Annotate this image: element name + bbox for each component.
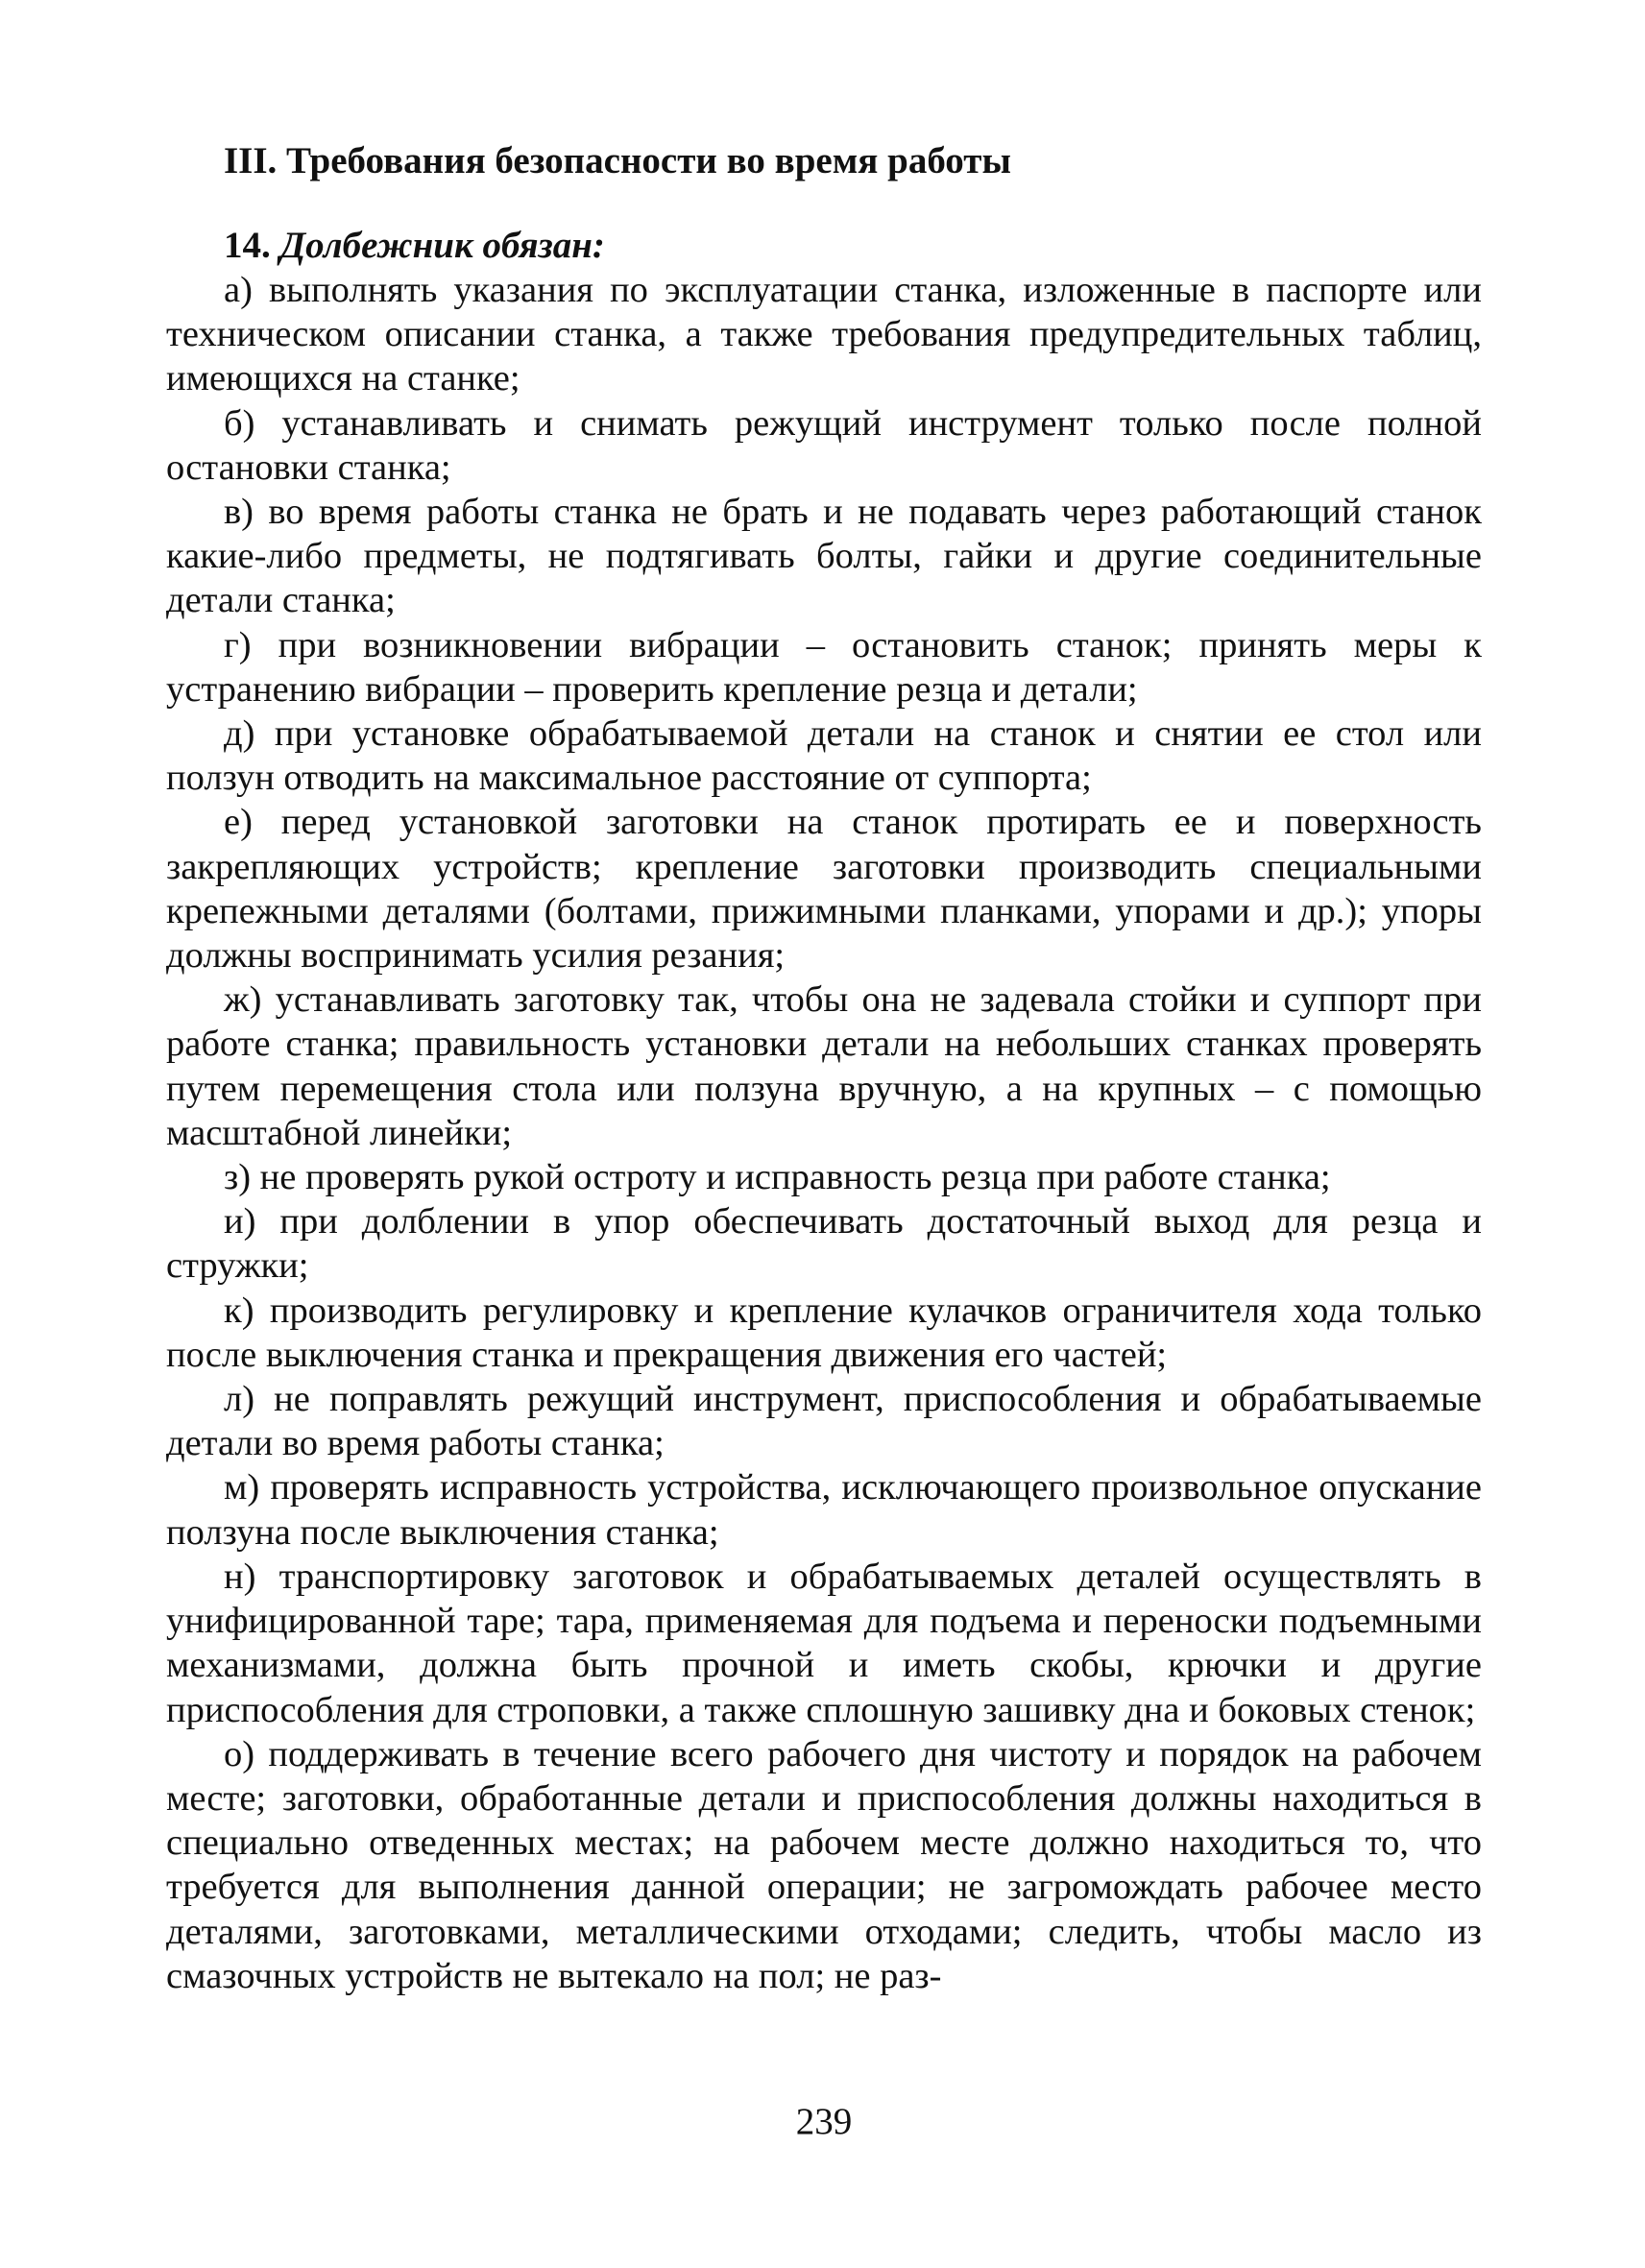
point-lead: Долбежник обязан: bbox=[279, 225, 605, 266]
list-item: б) устанавливать и снимать режущий инструмент только после полной остановки станка; bbox=[166, 402, 1482, 488]
list-item: в) во время работы станка не брать и не подавать через работающий станок какие-либо предметы, не подтягивать болты, гайки и другие соединительные детали станка; bbox=[166, 492, 1482, 621]
list-item: г) при возникновении вибрации – остановить станок; принять меры к устранению вибрации – проверить крепление резца и детали; bbox=[166, 624, 1482, 710]
list-item: о) поддерживать в течение всего рабочего дня чистоту и порядок на рабочем месте; заготовки, обработанные детали и приспособления должны находиться в специально отведенных местах; на рабочем месте должно находиться то, что требуется для выполнения данной операции; не загромождать рабочее место деталями, заготовками, металлическими отходами; следить, чтобы масло из смазочных устройств не вытекало на пол; не раз- bbox=[166, 1733, 1482, 1996]
list-item: к) производить регулировку и крепление кулачков ограничителя хода только после выключения станка и прекращения движения его частей; bbox=[166, 1290, 1482, 1375]
list-item: л) не поправлять режущий инструмент, приспособления и обрабатываемые детали во время работы станка; bbox=[166, 1379, 1482, 1464]
list-item: н) транспортировку заготовок и обрабатываемых деталей осуществлять в унифицированной таре; тара, применяемая для подъема и переноски подъемными механизмами, должна быть прочной и иметь скобы, крючки и другие приспособления для строповки, а также сплошную зашивку дна и боковых стенок; bbox=[166, 1556, 1482, 1730]
section-heading: III. Требования безопасности во время работы bbox=[224, 140, 1011, 181]
list-item: и) при долблении в упор обеспечивать достаточный выход для резца и стружки; bbox=[166, 1201, 1482, 1287]
list-item: з) не проверять рукой остроту и исправность резца при работе станка; bbox=[224, 1157, 1331, 1198]
point-title bbox=[224, 224, 1482, 268]
list-item: д) при установке обрабатываемой детали на станок и снятии ее стол или ползун отводить на максимальное расстояние от суппорта; bbox=[166, 713, 1482, 799]
page-number: 239 bbox=[795, 2101, 853, 2142]
list-item: ж) устанавливать заготовку так, чтобы она не задевала стойки и суппорт при работе станка; правильность установки детали на небольших станках проверять путем перемещения стола или ползуна вручную, а на крупных – с помощью масштабной линейки; bbox=[166, 979, 1482, 1153]
list-item: а) выполнять указания по эксплуатации станка, изложенные в паспорте или техническом описании станка, а также требования предупредительных таблиц, имеющихся на станке; bbox=[166, 270, 1482, 399]
requirements-list bbox=[166, 268, 1482, 1998]
document-page bbox=[166, 139, 1482, 2156]
list-item: м) проверять исправность устройства, исключающего произвольное опускание ползуна после выключения станка; bbox=[166, 1467, 1482, 1553]
list-item: е) перед установкой заготовки на станок протирать ее и поверхность закрепляющих устройств; крепление заготовки производить специальными крепежными деталями (болтами, прижимными планками, упорами и др.); упоры должны воспринимать усилия резания; bbox=[166, 802, 1482, 977]
point-number: 14. bbox=[224, 225, 271, 266]
